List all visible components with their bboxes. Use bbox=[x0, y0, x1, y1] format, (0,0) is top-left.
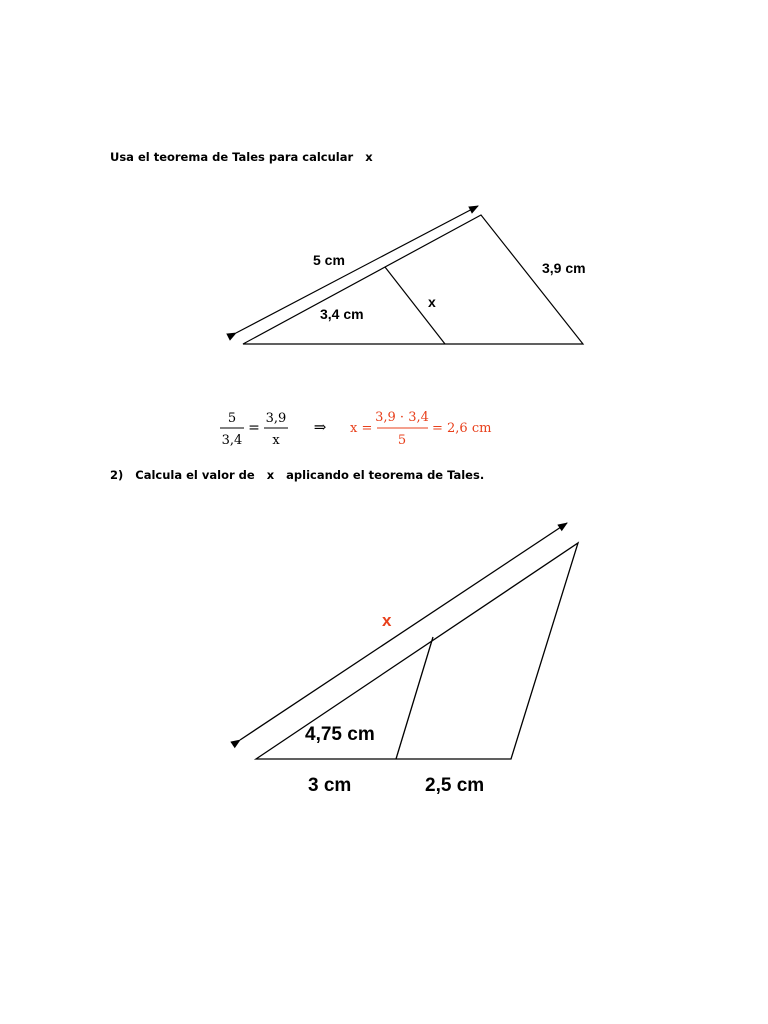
figure1-label-top: 5 cm bbox=[313, 252, 345, 268]
problem1-instruction-var: x bbox=[365, 150, 373, 164]
eq-rhs-denominator: x bbox=[272, 433, 280, 448]
eq-result-denominator: 5 bbox=[397, 433, 407, 448]
eq-equals: = bbox=[248, 420, 260, 436]
problem2-instruction-pre: Calcula el valor de bbox=[135, 468, 255, 482]
eq-result-numerator: 3,9 · 3,4 bbox=[375, 410, 429, 425]
problem2-instruction-var: x bbox=[266, 468, 275, 482]
figure1-label-right: 3,9 cm bbox=[542, 260, 586, 276]
figure2-label-base-left: 3 cm bbox=[308, 775, 352, 796]
figure2-parallel-segment bbox=[396, 637, 433, 759]
figure2-measure-arrow bbox=[240, 523, 567, 740]
figure2-label-x: x bbox=[382, 611, 392, 630]
problem2-instruction-post: aplicando el teorema de Tales. bbox=[286, 468, 485, 482]
problem2-number: 2) bbox=[110, 468, 124, 482]
figure1-parallel-segment bbox=[385, 267, 445, 344]
figure2-label-base-right: 2,5 cm bbox=[425, 775, 485, 796]
problem1-equation bbox=[220, 410, 491, 448]
eq-implies-arrow: ⇒ bbox=[313, 418, 327, 436]
figure1-label-x: x bbox=[428, 294, 436, 310]
figure1-outer-triangle bbox=[243, 215, 583, 344]
figure2-triangle bbox=[240, 523, 578, 796]
figure2-label-inner: 4,75 cm bbox=[305, 724, 375, 745]
eq-result-value: = 2,6 cm bbox=[432, 421, 492, 436]
figure1-label-inner: 3,4 cm bbox=[320, 306, 364, 322]
figure1-triangle bbox=[236, 206, 586, 344]
eq-lhs-numerator: 5 bbox=[227, 411, 237, 426]
eq-rhs-numerator: 3,9 bbox=[265, 411, 287, 426]
eq-result-var: x = bbox=[350, 421, 373, 436]
eq-lhs-denominator: 3,4 bbox=[221, 433, 243, 448]
problem1-instruction-text: Usa el teorema de Tales para calcular bbox=[110, 150, 354, 164]
